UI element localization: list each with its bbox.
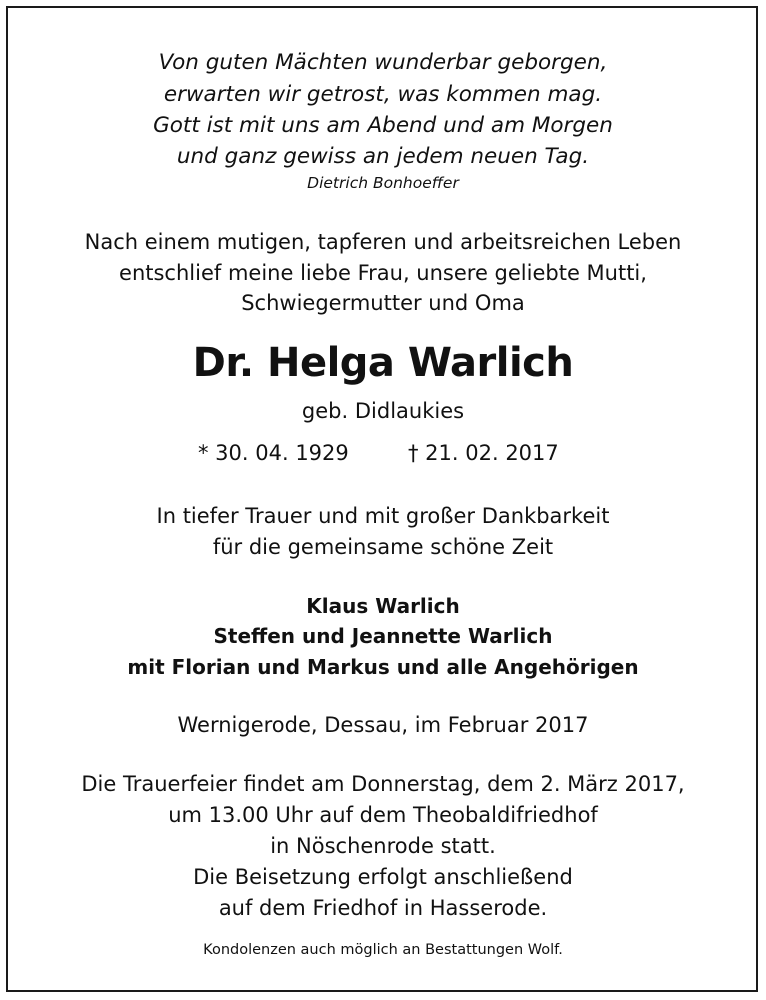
funeral-line-4: Die Beisetzung erfolgt anschließend xyxy=(193,865,573,889)
funeral-line-1: Die Trauerfeier findet am Donnerstag, dem 2. März 2017, xyxy=(81,772,685,796)
gratitude-line-1: In tiefer Trauer und mit großer Dankbarkeit xyxy=(156,504,610,528)
intro-line-3: Schwiegermutter und Oma xyxy=(241,291,525,315)
intro-line-1: Nach einem mutigen, tapferen und arbeitsreichen Leben xyxy=(84,230,682,254)
family-line-1: Klaus Warlich xyxy=(306,594,460,618)
death-date: † 21. 02. 2017 xyxy=(408,441,559,465)
funeral-line-3: in Nöschenrode statt. xyxy=(270,834,496,858)
poem-author: Dietrich Bonhoeffer xyxy=(307,174,459,192)
poem-line-3: Gott ist mit uns am Abend und am Morgen xyxy=(153,113,613,138)
funeral-line-5: auf dem Friedhof in Hasserode. xyxy=(218,896,548,920)
poem-line-4: und ganz gewiss an jedem neuen Tag. xyxy=(176,144,590,169)
intro-line-2: entschlief meine liebe Frau, unsere geliebte Mutti, xyxy=(119,261,647,285)
maiden-name: geb. Didlaukies xyxy=(301,399,465,423)
gratitude-line-2: für die gemeinsame schöne Zeit xyxy=(212,535,554,559)
birth-date: * 30. 04. 1929 xyxy=(198,441,349,465)
poem-line-1: Von guten Mächten wunderbar geborgen, xyxy=(158,50,608,75)
poem-line-2: erwarten wir getrost, was kommen mag. xyxy=(163,82,603,107)
family-line-3: mit Florian und Markus und alle Angehörigen xyxy=(127,655,639,679)
life-dates xyxy=(0,441,766,471)
deceased-name: Dr. Helga Warlich xyxy=(192,340,574,386)
place-date: Wernigerode, Dessau, im Februar 2017 xyxy=(177,713,589,737)
condolences-note: Kondolenzen auch möglich an Bestattungen Wolf. xyxy=(203,942,563,958)
funeral-line-2: um 13.00 Uhr auf dem Theobaldifriedhof xyxy=(168,803,598,827)
family-line-2: Steffen und Jeannette Warlich xyxy=(213,624,553,648)
